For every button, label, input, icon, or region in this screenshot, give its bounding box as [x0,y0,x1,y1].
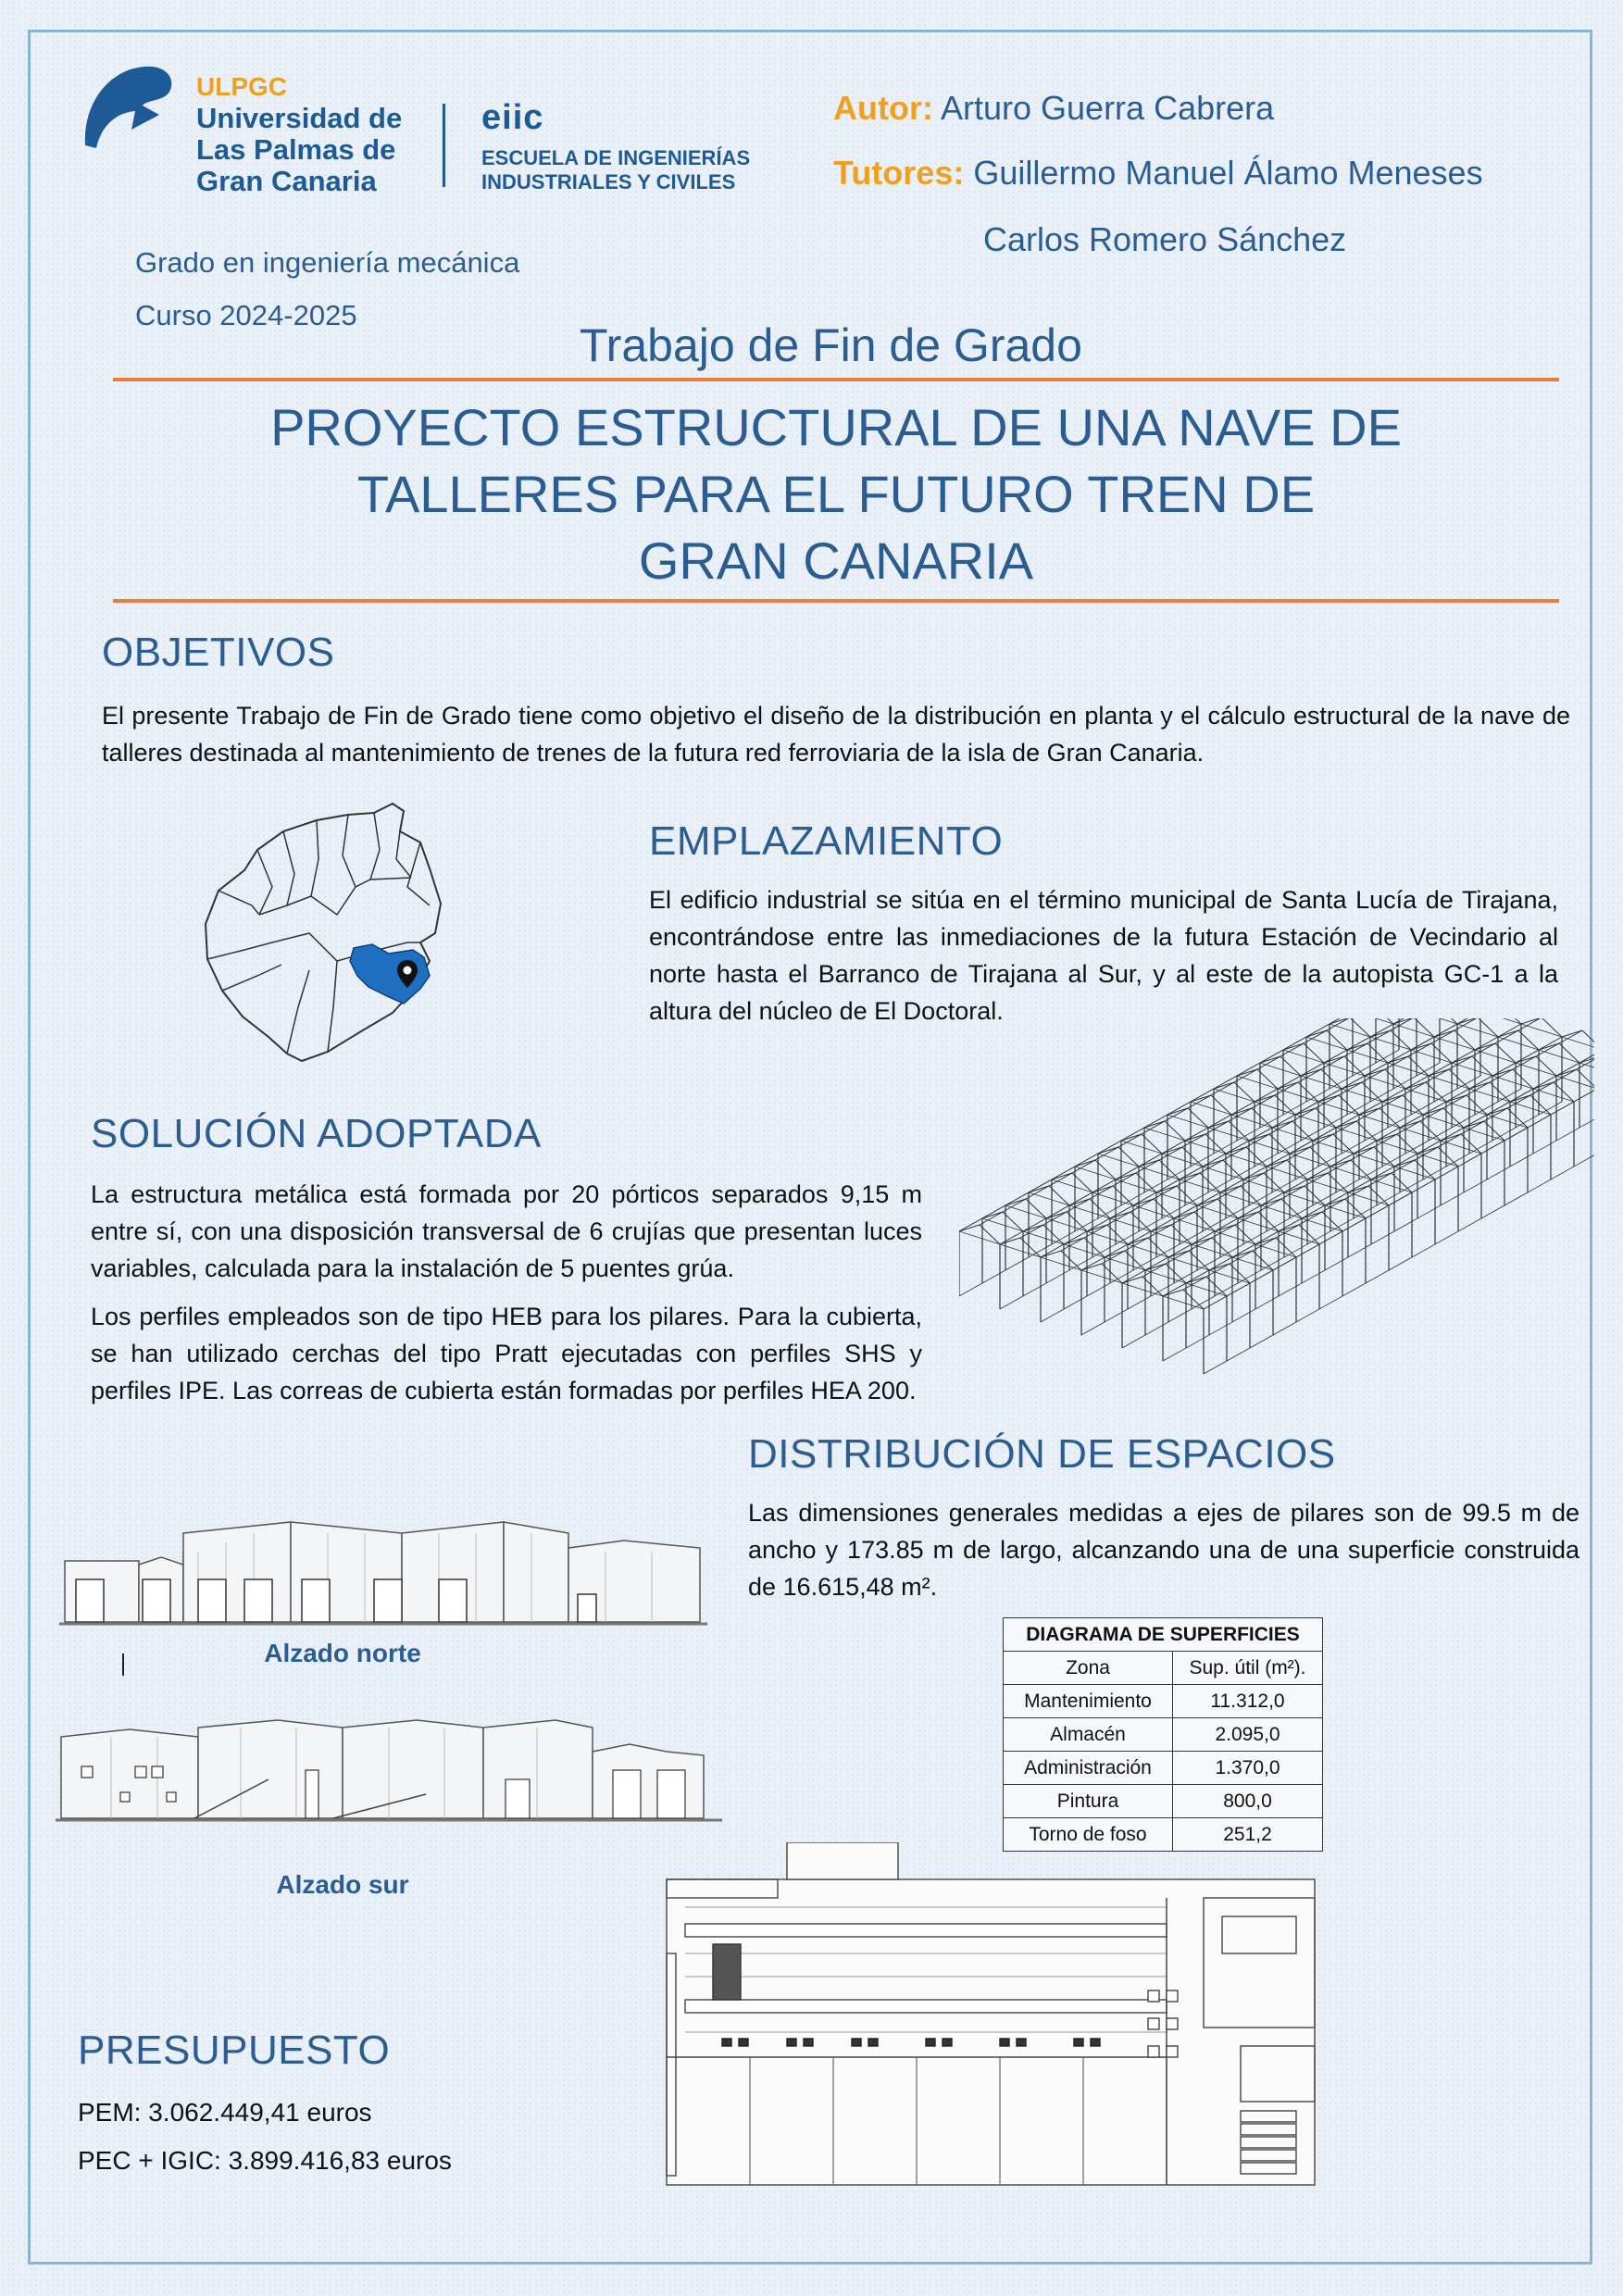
table-row [1004,1685,1323,1718]
table-cell: 2.095,0 [1173,1718,1323,1752]
objetivos-heading: OBJETIVOS [102,630,335,675]
title-line-1: PROYECTO ESTRUCTURAL DE UNA NAVE DE [270,398,1402,456]
course: Curso 2024-2025 [135,299,357,331]
table-header-sup: Sup. útil (m²). [1173,1652,1323,1685]
table-header-zona: Zona [1004,1652,1173,1685]
eiic-line-1: ESCUELA DE INGENIERÍAS [481,146,751,169]
solucion-heading: SOLUCIÓN ADOPTADA [91,1111,542,1156]
degree: Grado en ingeniería mecánica [135,246,520,279]
title-line-2: TALLERES PARA EL FUTURO TREN DE [356,465,1316,523]
ulpgc-short: ULPGC [196,72,287,101]
table-row [1004,1785,1323,1818]
surfaces-table-wrap [1003,1617,1323,1852]
floor-plan-drawing [648,1842,1352,2194]
eiic-line-2: INDUSTRIALES Y CIVILES [481,170,736,193]
south-elevation-caption: Alzado sur [276,1870,409,1899]
structure-3d-drawing [959,1018,1594,1407]
emplazamiento-heading: EMPLAZAMIENTO [649,818,1004,864]
tutors-line [833,154,1483,193]
table-cell: 1.370,0 [1173,1752,1323,1785]
solucion-p2: Los perfiles empleados son de tipo HEB para los pilares. Para la cubierta, se han utilizado cerchas del tipo Pratt ejecutadas con perfiles SHS y perfiles IPE. Las correas de cubierta están formadas por perfiles HEA 200. [91,1303,922,1404]
table-cell: Mantenimiento [1004,1685,1173,1718]
table-row [1004,1718,1323,1752]
ulpgc-line-2: Las Palmas de [196,133,396,166]
logo-divider [443,104,445,187]
elevation-tick [122,1653,124,1676]
doc-type: Trabajo de Fin de Grado [580,319,1082,371]
distribucion-text: Las dimensiones generales medidas a ejes de pilares son de 99.5 m de ancho y 173.85 m de largo, alcanzando una de una superficie construida de 16.615,48 m². [748,1499,1579,1601]
pem-value: PEM: 3.062.449,41 euros [78,2098,372,2127]
table-cell: 11.312,0 [1173,1685,1323,1718]
location-pin-icon [396,959,418,989]
tutors-label: Tutores: [833,154,965,192]
table-cell: Pintura [1004,1785,1173,1818]
eiic-logo [481,100,796,193]
table-cell: Administración [1004,1752,1173,1785]
title-line-3: GRAN CANARIA [638,531,1034,590]
table-title: DIAGRAMA DE SUPERFICIES [1004,1618,1323,1652]
tutor-1: Guillermo Manuel Álamo Meneses [973,154,1483,192]
solucion-p1: La estructura metálica está formada por 20 pórticos separados 9,15 m entre sí, con una disposición transversal de 6 crujías que presentan luces variables, calculada para la instalación de 5 puentes grúa. [91,1180,922,1282]
table-cell: 800,0 [1173,1785,1323,1818]
eiic-short: eiic [481,98,544,137]
south-elevation-drawing [56,1715,722,1826]
gran-canaria-map [198,794,457,1072]
table-cell: Torno de foso [1004,1818,1173,1852]
surfaces-table [1003,1617,1323,1852]
author-line [833,89,1274,128]
north-elevation-caption: Alzado norte [264,1639,421,1667]
main-title [113,394,1559,594]
title-rule-top [113,378,1559,381]
pec-value: PEC + IGIC: 3.899.416,83 euros [78,2146,452,2175]
ulpgc-emblem-icon [78,57,180,159]
author-name: Arturo Guerra Cabrera [940,89,1275,127]
ulpgc-logo [78,57,420,196]
objetivos-text: El presente Trabajo de Fin de Grado tiene como objetivo el diseño de la distribución en planta y el cálculo estructural de la nave de talleres destinada al mantenimiento de trenes de la futura red ferroviaria de la isla de Gran Canaria. [102,702,1570,767]
author-label: Autor: [833,89,933,127]
table-cell: Almacén [1004,1718,1173,1752]
table-row [1004,1752,1323,1785]
north-elevation-drawing [59,1515,707,1635]
table-cell: 251,2 [1173,1818,1323,1852]
title-rule-bottom [113,599,1559,603]
distribucion-heading: DISTRIBUCIÓN DE ESPACIOS [748,1431,1336,1477]
tutor-2: Carlos Romero Sánchez [983,220,1347,258]
emplazamiento-text: El edificio industrial se sitúa en el término municipal de Santa Lucía de Tirajana, encontrándose entre las inmediaciones de la futura Estación de Vecindario al norte hasta el Barranco de Tirajana al Sur, y al este de la autopista GC-1 a la altura del núcleo de El Doctoral. [649,886,1558,1025]
presupuesto-heading: PRESUPUESTO [78,2028,391,2073]
ulpgc-line-1: Universidad de [196,102,403,134]
ulpgc-line-3: Gran Canaria [196,165,377,197]
